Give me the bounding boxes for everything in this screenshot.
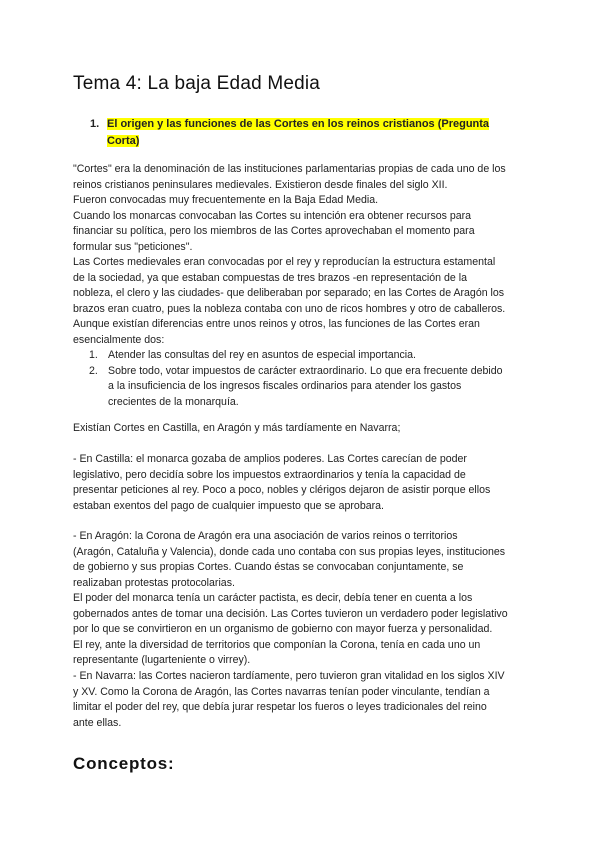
functions-list [73,348,535,410]
navarra-paragraph [73,669,535,731]
question-line: Corta) [107,135,140,147]
conceptos-heading: Conceptos: [73,754,175,773]
text-line: representante (lugarteniente o virrey). [73,654,251,666]
intro-paragraph [73,162,535,348]
question-number: 1. [90,118,100,130]
question-heading [90,116,510,150]
list-number: 1. [89,349,98,361]
text-line: esencialmente dos: [73,333,165,346]
text-line: Atender las consultas del rey en asuntos de especial importancia. [108,349,416,361]
text-line: realizaban protestas protocolarias. [73,576,235,589]
question-line: El origen y las funciones de las Cortes en los reinos cristianos (Pregunta [107,118,490,130]
castilla-paragraph [73,452,535,514]
text-line: - En Aragón: la Corona de Aragón era una asociación de varios reinos o territorios [73,530,458,542]
text-line: Sobre todo, votar impuestos de carácter extraordinario. Lo que era frecuente debido [108,364,503,377]
list-number: 2. [89,364,98,377]
text-line: financiar su política, pero los miembros de las Cortes aprovechaban el momento para [73,225,475,237]
text-line: Existían Cortes en Castilla, en Aragón y más tardíamente en Navarra; [73,422,401,434]
text-line: de gobierno y sus propias Cortes. Cuando éstas se convocaban conjuntamente, se [73,561,464,573]
list-item [73,364,535,411]
text-line: presentar peticiones al rey. Poco a poco, nobles y clérigos dejaron de asistir porque ellos [73,484,491,496]
text-line: de la sociedad, ya que estaban compuestas de tres brazos -en representación de la [73,271,467,284]
text-line: "Cortes" era la denominación de las instituciones parlamentarias propias de cada uno de los [73,163,506,175]
text-line: estaban exentos del pago de cualquier impuesto que se aprobara. [73,499,384,512]
text-line: formular sus "peticiones". [73,240,193,253]
text-line: limitar el poder del rey, que debía jurar respetar los fueros o leyes tradicionales del reino [73,701,487,713]
text-line: - En Navarra: las Cortes nacieron tardíamente, pero tuvieron gran vitalidad en los siglos XIV [73,670,505,682]
text-line: Fueron convocadas muy frecuentemente en la Baja Edad Media. [73,194,379,206]
text-line: nobleza, el clero y las ciudades- que deliberaban por separado; en las Cortes de Aragón los [73,287,505,299]
text-line: crecientes de la monarquía. [108,395,239,408]
existian-paragraph [73,421,535,437]
text-line: brazos eran cuatro, pues la nobleza contaba con uno de ricos hombres y otro de caballeros. [73,302,506,315]
text-line: reinos cristianos peninsulares medievales. Existieron desde finales del siglo XII. [73,178,448,191]
text-line: El poder del monarca tenía un carácter pactista, es decir, debía tener en cuenta a los [73,592,473,604]
page-title: Tema 4: La baja Edad Media [73,73,321,94]
text-line: (Aragón, Cataluña y Valencia), donde cada uno contaba con sus propias leyes, instituciones [73,545,506,558]
text-line: - En Castilla: el monarca gozaba de amplios poderes. Las Cortes carecían de poder [73,453,467,465]
text-line: por lo que se convirtieron en un organismo de gobierno con mayor fuerza y personalidad. [73,623,493,635]
text-line: ante ellas. [73,716,122,729]
text-line: gobernados antes de tomar una decisión. Las Cortes tuvieron un verdadero poder legislativo [73,607,508,620]
aragon-paragraph [73,529,535,669]
text-line: El rey, ante la diversidad de territorios que componían la Corona, tenía en cada uno un [73,638,481,651]
text-line: y XV. Como la Corona de Aragón, las Cortes navarras tenían poder vinculante, tendían a [73,685,490,698]
text-line: Aunque existían diferencias entre unos reinos y otros, las funciones de las Cortes eran [73,318,480,330]
text-line: Las Cortes medievales eran convocadas por el rey y reproducían la estructura estamental [73,256,496,268]
text-line: legislativo, pero decidía sobre los impuestos extraordinarios y tenía la capacidad de [73,468,466,481]
text-line: Cuando los monarcas convocaban las Cortes su intención era obtener recursos para [73,209,472,222]
list-item [73,348,535,364]
text-line: a la insuficiencia de los ingresos fiscales ordinarios para atender los gastos [108,380,462,392]
